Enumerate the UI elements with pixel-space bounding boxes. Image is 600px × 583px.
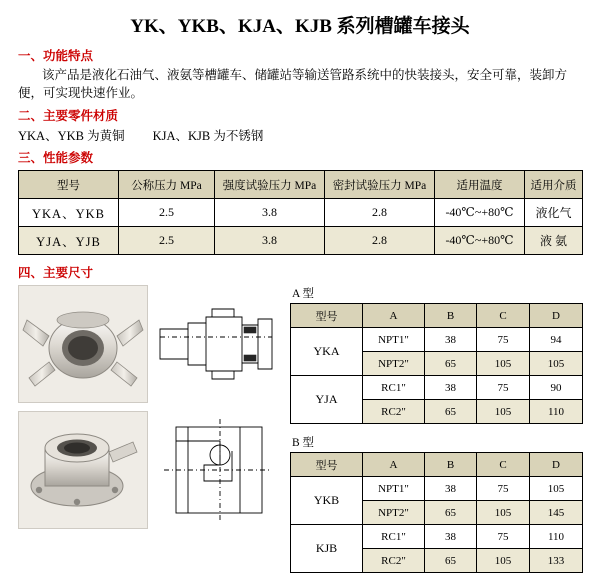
cell-temperature: -40℃~+80℃ <box>435 227 525 255</box>
table-row <box>291 525 583 549</box>
cell-b: 38 <box>425 477 477 501</box>
material-steel: KJA、KJB 为不锈钢 <box>152 129 264 144</box>
col-header-b: B <box>425 453 477 477</box>
col-header-b: B <box>425 304 477 328</box>
col-header-d: D <box>530 453 583 477</box>
type-label-b: B 型 <box>292 437 315 450</box>
performance-table <box>18 170 583 255</box>
section-heading-material: 二、主要零件材质 <box>18 109 119 124</box>
cell-nominal-pressure: 2.5 <box>119 227 215 255</box>
dimension-table-b <box>290 452 583 573</box>
image-row-b <box>18 411 280 529</box>
cell-b: 65 <box>425 501 477 525</box>
cell-model: YKA <box>291 328 363 376</box>
drawing-a-graphic <box>154 285 280 403</box>
cell-seal-pressure: 2.8 <box>325 227 435 255</box>
type-label-a: A 型 <box>292 288 315 301</box>
cell-d: 110 <box>530 525 583 549</box>
col-header-model: 型号 <box>19 171 119 199</box>
col-header-medium: 适用介质 <box>525 171 583 199</box>
coupling-drawing-b <box>154 411 280 529</box>
drawing-b-graphic <box>154 411 280 529</box>
dimensions-section <box>0 285 600 567</box>
cell-model: YJA <box>291 376 363 424</box>
cell-model: YKB <box>291 477 363 525</box>
coupling-photo-b <box>18 411 148 529</box>
col-header-d: D <box>530 304 583 328</box>
cell-seal-pressure: 2.8 <box>325 199 435 227</box>
cell-c: 75 <box>477 525 530 549</box>
cell-temperature: -40℃~+80℃ <box>435 199 525 227</box>
table-header-row <box>19 171 583 199</box>
col-header-c: C <box>477 304 530 328</box>
cell-b: 65 <box>425 352 477 376</box>
material-brass: YKA、YKB 为黄铜 <box>18 129 125 144</box>
cell-a: RC1" <box>363 525 425 549</box>
cell-a: RC2" <box>363 549 425 573</box>
col-header-a: A <box>363 304 425 328</box>
cell-c: 105 <box>477 352 530 376</box>
cell-b: 65 <box>425 549 477 573</box>
cell-medium: 液 氨 <box>525 227 583 255</box>
cell-a: NPT1" <box>363 477 425 501</box>
cell-a: NPT2" <box>363 501 425 525</box>
cell-a: NPT2" <box>363 352 425 376</box>
cell-c: 105 <box>477 501 530 525</box>
cell-c: 75 <box>477 376 530 400</box>
table-header-row <box>291 453 583 477</box>
cell-b: 38 <box>425 525 477 549</box>
table-row <box>19 227 583 255</box>
cell-d: 94 <box>530 328 583 352</box>
section-heading-performance: 三、性能参数 <box>18 151 94 166</box>
coupling-photo-a <box>18 285 148 403</box>
cell-strength-pressure: 3.8 <box>215 227 325 255</box>
cell-d: 110 <box>530 400 583 424</box>
table-row <box>291 328 583 352</box>
section-heading-dimensions: 四、主要尺寸 <box>18 266 94 281</box>
cell-c: 105 <box>477 400 530 424</box>
col-header-seal-pressure: 密封试验压力 MPa <box>325 171 435 199</box>
cell-model: YKA、YKB <box>19 199 119 227</box>
cell-model: KJB <box>291 525 363 573</box>
col-header-model: 型号 <box>291 304 363 328</box>
photo-a-graphic <box>19 286 147 402</box>
cell-b: 38 <box>425 328 477 352</box>
table-row <box>291 376 583 400</box>
col-header-temperature: 适用温度 <box>435 171 525 199</box>
cell-a: NPT1" <box>363 328 425 352</box>
cell-c: 75 <box>477 328 530 352</box>
cell-d: 90 <box>530 376 583 400</box>
section-heading-features: 一、功能特点 <box>18 49 94 63</box>
cell-b: 65 <box>425 400 477 424</box>
col-header-model: 型号 <box>291 453 363 477</box>
features-paragraph: 该产品是液化石油气、液氨等槽罐车、储罐站等输送管路系统中的快装接头，安全可靠，装卸方便，可实现快速作业。 <box>18 68 568 101</box>
cell-model: YJA、YJB <box>19 227 119 255</box>
photo-b-graphic <box>19 412 147 528</box>
dimension-table-a <box>290 303 583 424</box>
coupling-drawing-a <box>154 285 280 403</box>
material-line <box>18 126 600 144</box>
cell-c: 75 <box>477 477 530 501</box>
col-header-a: A <box>363 453 425 477</box>
cell-b: 38 <box>425 376 477 400</box>
image-row-a <box>18 285 280 403</box>
page-title: YK、YKB、KJA、KJB 系列槽罐车接头 <box>130 16 470 37</box>
cell-d: 105 <box>530 352 583 376</box>
table-row <box>19 199 583 227</box>
cell-c: 105 <box>477 549 530 573</box>
cell-d: 105 <box>530 477 583 501</box>
cell-d: 145 <box>530 501 583 525</box>
table-column <box>290 285 582 583</box>
cell-strength-pressure: 3.8 <box>215 199 325 227</box>
cell-d: 133 <box>530 549 583 573</box>
col-header-strength-pressure: 强度试验压力 MPa <box>215 171 325 199</box>
table-row <box>291 477 583 501</box>
cell-nominal-pressure: 2.5 <box>119 199 215 227</box>
table-header-row <box>291 304 583 328</box>
col-header-nominal-pressure: 公称压力 MPa <box>119 171 215 199</box>
cell-medium: 液化气 <box>525 199 583 227</box>
cell-a: RC1" <box>363 376 425 400</box>
col-header-c: C <box>477 453 530 477</box>
cell-a: RC2" <box>363 400 425 424</box>
image-column <box>18 285 280 537</box>
